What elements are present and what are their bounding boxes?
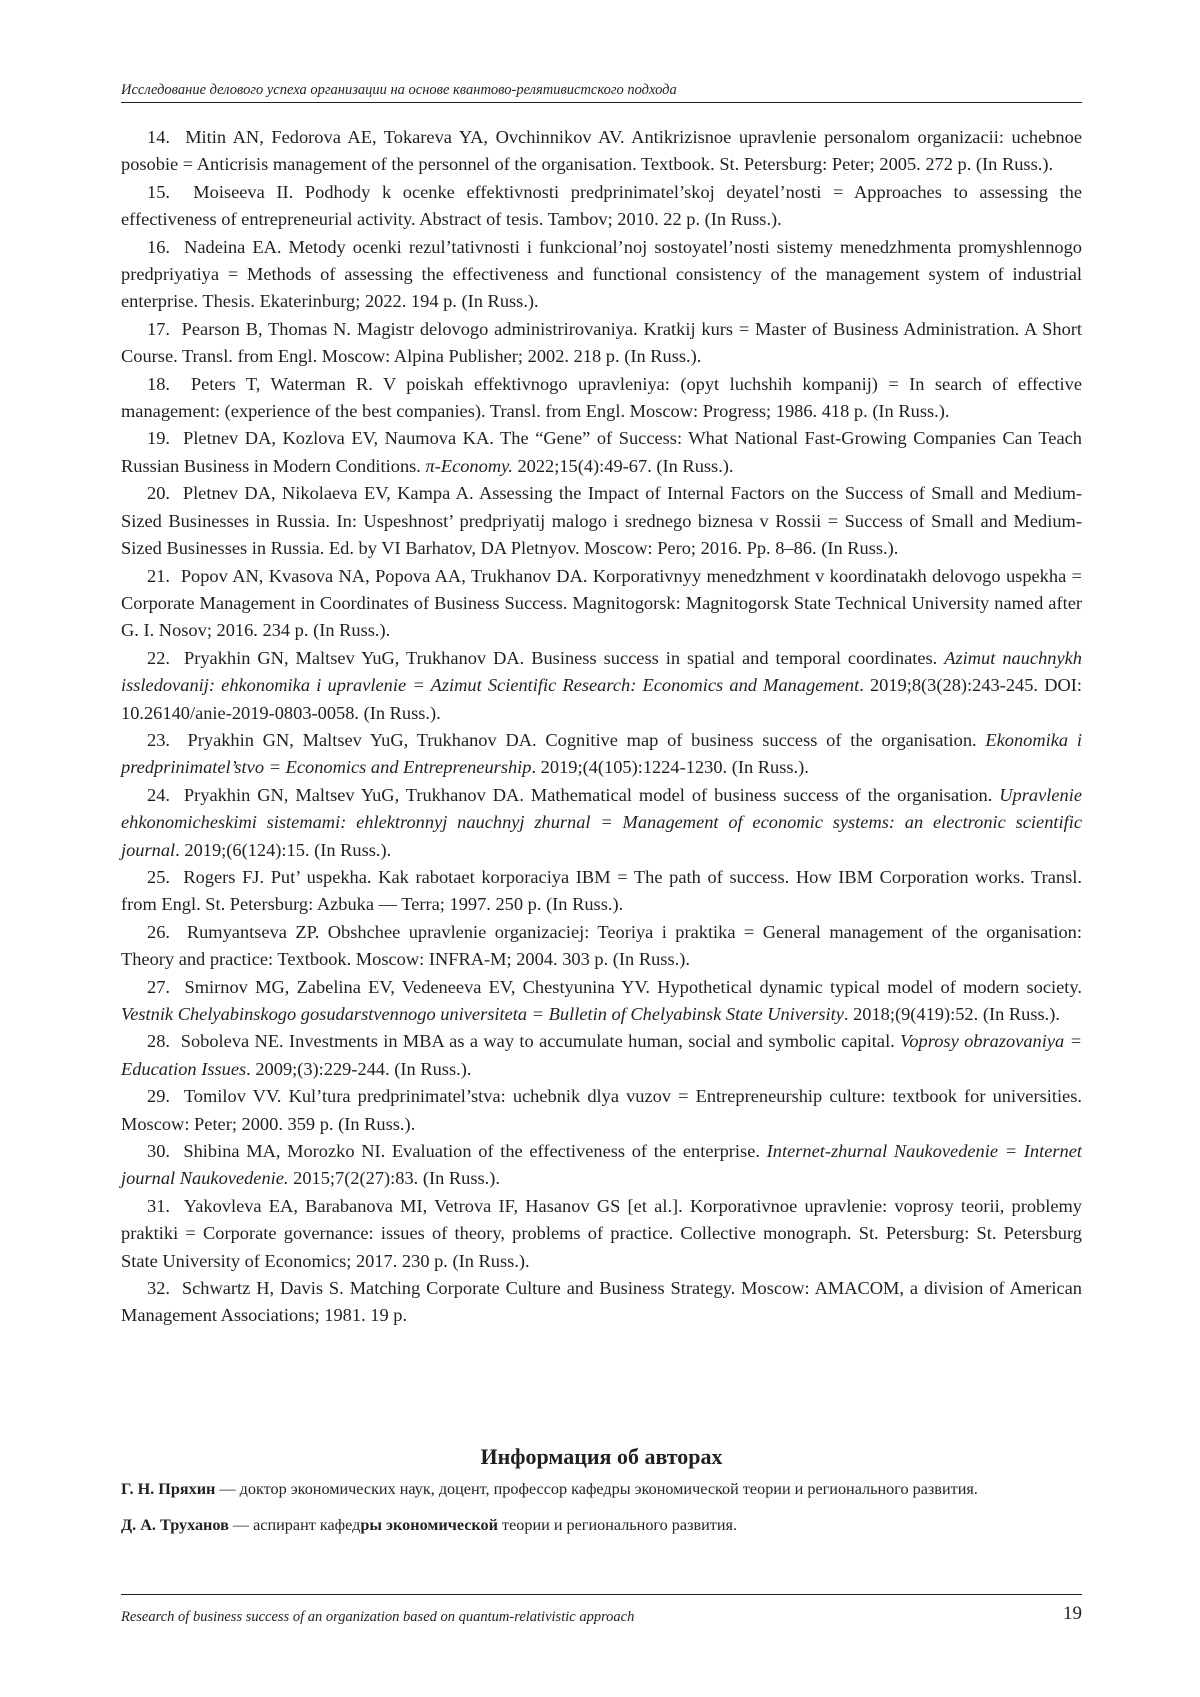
text: Pryakhin GN, Maltsev YuG, Trukhanov DA. Cognitive map of business success of the organisation. [187,729,986,750]
text: теории и регионального развития. [497,1515,737,1534]
text: — доктор экономических наук, доцент, профессор кафедры экономической теории и регионального развития. [215,1480,978,1498]
reference-number: 28. [147,1031,170,1052]
text: Mitin AN, Fedorova AE, Tokareva YA, Ovchinnikov AV. Antikrizisnoe upravlenie personalom organizacii: uchebnoe posobie = Anticrisis management of the personnel of the organisation. Textbook. St. Petersburg: Peter; 2005. 272 p. (In Russ.). [121,127,1082,175]
page-number: 19 [1063,1603,1082,1624]
bold-text: Д. А. Труханов [121,1515,229,1534]
text: Tomilov VV. Kul’tura predprinimatel’stva: uchebnik dlya vuzov = Entrepreneurship culture: textbook for universities. Moscow: Peter; 2000. 359 p. (In Russ.). [121,1086,1082,1134]
reference-item [121,1138,1082,1193]
reference-number: 26. [147,921,170,942]
reference-number: 16. [147,236,170,257]
text: . 2019;8(3(28):243-245. DOI: 10.26140/anie-2019-0803-0058. (In Russ.). [121,675,1082,723]
text: Popov AN, Kvasova NA, Popova AA, Trukhanov DA. Korporativnyy menedzhment v koordinatakh delovogo uspekha = Corporate Management in Coordinates of Business Success. Magnitogorsk: Magnitogorsk State Technical University named after G. I. Nosov; 2016. 234 p. (In Russ.). [121,565,1082,641]
reference-item [121,1193,1082,1275]
reference-number: 14. [147,127,170,147]
text: Moiseeva II. Podhody k ocenke effektivnosti predprinimatel’skoj deyatel’nosti = Approaches to assessing the effectiveness of entrepreneurial activity. Abstract of tesis. Tambov; 2010. 22 p. (In Russ.). [121,181,1082,230]
text: Yakovleva EA, Barabanova MI, Vetrova IF, Hasanov GS [et al.]. Korporativnoe upravlenie: voprosy teorii, problemy praktiki = Corporate governance: issues of theory, problems of practice. Collective monograph. St. Petersburg: St. Petersburg State University of Economics; 2017. 230 p. (In Russ.). [121,1195,1082,1271]
reference-number: 24. [147,784,170,805]
reference-item [121,563,1082,645]
reference-number: 23. [147,729,170,750]
reference-number: 22. [147,647,170,668]
reference-number: 20. [147,483,170,504]
text: . 2019;(4(105):1224-1230. (In Russ.). [531,757,809,778]
bold-text: Г. Н. Пряхин [121,1480,216,1498]
reference-number: 21. [147,565,170,586]
text: . 2018;(9(419):52. (In Russ.). [843,1004,1060,1024]
reference-item [121,480,1082,562]
text: Smirnov MG, Zabelina EV, Vedeneeva EV, Chestyunina YV. Hypothetical dynamic typical model of modern society. [184,976,1082,997]
italic-text: Azimut nauchnykh issledovanij: ehkonomika i upravlenie = Azimut Scientific Research: Economics and Management [121,647,1082,696]
reference-item [121,124,1082,179]
text: 2015;7(2(27):83. (In Russ.). [288,1168,501,1189]
text: Pryakhin GN, Maltsev YuG, Trukhanov DA. Business success in spatial and temporal coordinates. [183,647,945,668]
reference-number: 30. [147,1141,170,1162]
authors-heading: Информация об авторах [480,1444,723,1469]
author-entry [121,1478,1082,1502]
reference-number: 15. [147,181,170,202]
italic-text: Ekonomika i predprinimatel’stvo = Economics and Entrepreneurship [121,729,1082,778]
italic-text: Internet-zhurnal Naukovedenie = Internet journal Naukovedenie. [121,1141,1083,1189]
reference-item [121,1028,1082,1083]
text: Shibina MA, Morozko NI. Evaluation of the effectiveness of the enterprise. [183,1141,767,1162]
reference-number: 29. [147,1086,170,1107]
italic-text: Upravlenie ehkonomicheskimi sistemami: ehlektronnyj nauchnyj zhurnal = Management of economic systems: an electronic scientific journal [121,784,1082,860]
bold-text: ры экономической [360,1515,498,1534]
reference-number: 32. [147,1278,170,1299]
text: 2022;15(4):49-67. (In Russ.). [512,455,734,476]
text: Peters T, Waterman R. V poiskah effektivnogo upravleniya: (opyt luchshih kompanij) = In search of effective management: (experience of the best companies). Transl. from Engl. Moscow: Progress; 1986. 418 p. (In Russ.). [121,373,1082,422]
italic-text: Voprosy obrazovaniya = Education Issues [121,1031,1082,1079]
reference-item [121,425,1082,480]
reference-item [121,645,1082,727]
running-footer: Research of business success of an organization based on quantum-relativistic approach [121,1609,635,1625]
text: Pletnev DA, Kozlova EV, Naumova KA. The “Gene” of Success: What National Fast-Growing Companies Can Teach Russian Business in Modern Conditions. [121,428,1082,476]
reference-number: 18. [147,373,170,394]
text: Pletnev DA, Nikolaeva EV, Kampa A. Assessing the Impact of Internal Factors on the Success of Small and Medium-Sized Businesses in Russia. In: Uspeshnost’ predpriyatij malogo i srednego biznesa v Rossii = Success of Small and Medium-Sized Businesses in Russia. Ed. by VI Barhatov, DA Pletnyov. Moscow: Pero; 2016. Pp. 8–86. (In Russ.). [121,483,1083,559]
reference-number: 19. [147,428,170,449]
footer-rule [121,1594,1082,1595]
reference-item [121,919,1082,974]
text: Pryakhin GN, Maltsev YuG, Trukhanov DA. Mathematical model of business success of the organisation. [183,784,1000,805]
reference-item [121,179,1082,234]
text: Rogers FJ. Put’ uspekha. Kak rabotaet korporaciya IBM = The path of success. How IBM Corporation works. Transl. from Engl. St. Petersburg: Azbuka — Terra; 1997. 250 p. (In Russ.). [121,866,1082,915]
text: Soboleva NE. Investments in MBA as a way to accumulate human, social and symbolic capital. [180,1031,901,1052]
text: Schwartz H, Davis S. Matching Corporate Culture and Business Strategy. Moscow: AMACOM, a division of American Management Associations; 1981. 19 p. [121,1278,1082,1326]
text: Nadeina EA. Metody ocenki rezul’tativnosti i funkcional’noj sostoyatel’nosti sistemy menedzhmenta promyshlennogo predpriyatiya = Methods of assessing the effectiveness and functional consistency of the management system of industrial enterprise. Thesis. Ekaterinburg; 2022. 194 p. (In Russ.). [121,236,1082,312]
reference-item [121,864,1082,919]
header-rule [121,102,1082,103]
text: — аспирант кафед [228,1515,361,1534]
reference-item [121,1275,1082,1330]
reference-list [121,124,1082,1330]
running-header: Исследование делового успеха организации на основе квантово-релятивистского подхода [121,82,677,98]
reference-item [121,974,1082,1029]
text: . 2009;(3):229-244. (In Russ.). [246,1058,472,1079]
reference-number: 27. [147,976,170,997]
reference-item [121,371,1082,426]
reference-item [121,1083,1082,1138]
text: Pearson B, Thomas N. Magistr delovogo administrirovaniya. Kratkij kurs = Master of Business Administration. A Short Course. Transl. from Engl. Moscow: Alpina Publisher; 2002. 218 p. (In Russ.). [121,318,1082,367]
reference-number: 31. [147,1195,170,1216]
italic-text: π-Economy. [425,455,513,476]
text: Rumyantseva ZP. Obshchee upravlenie organizaciej: Teoriya i praktika = General management of the organisation: Theory and practice: Textbook. Moscow: INFRA-M; 2004. 303 p. (In Russ.). [121,921,1082,970]
reference-number: 17. [147,318,170,339]
text: . 2019;(6(124):15. (In Russ.). [175,839,392,860]
reference-item [121,727,1082,782]
reference-number: 25. [147,866,170,887]
reference-item [121,782,1082,864]
authors-info [121,1478,1082,1549]
reference-item [121,234,1082,316]
author-entry [121,1514,1082,1538]
reference-item [121,316,1082,371]
italic-text: Vestnik Chelyabinskogo gosudarstvennogo universiteta = Bulletin of Chelyabinsk State University [121,1004,844,1024]
